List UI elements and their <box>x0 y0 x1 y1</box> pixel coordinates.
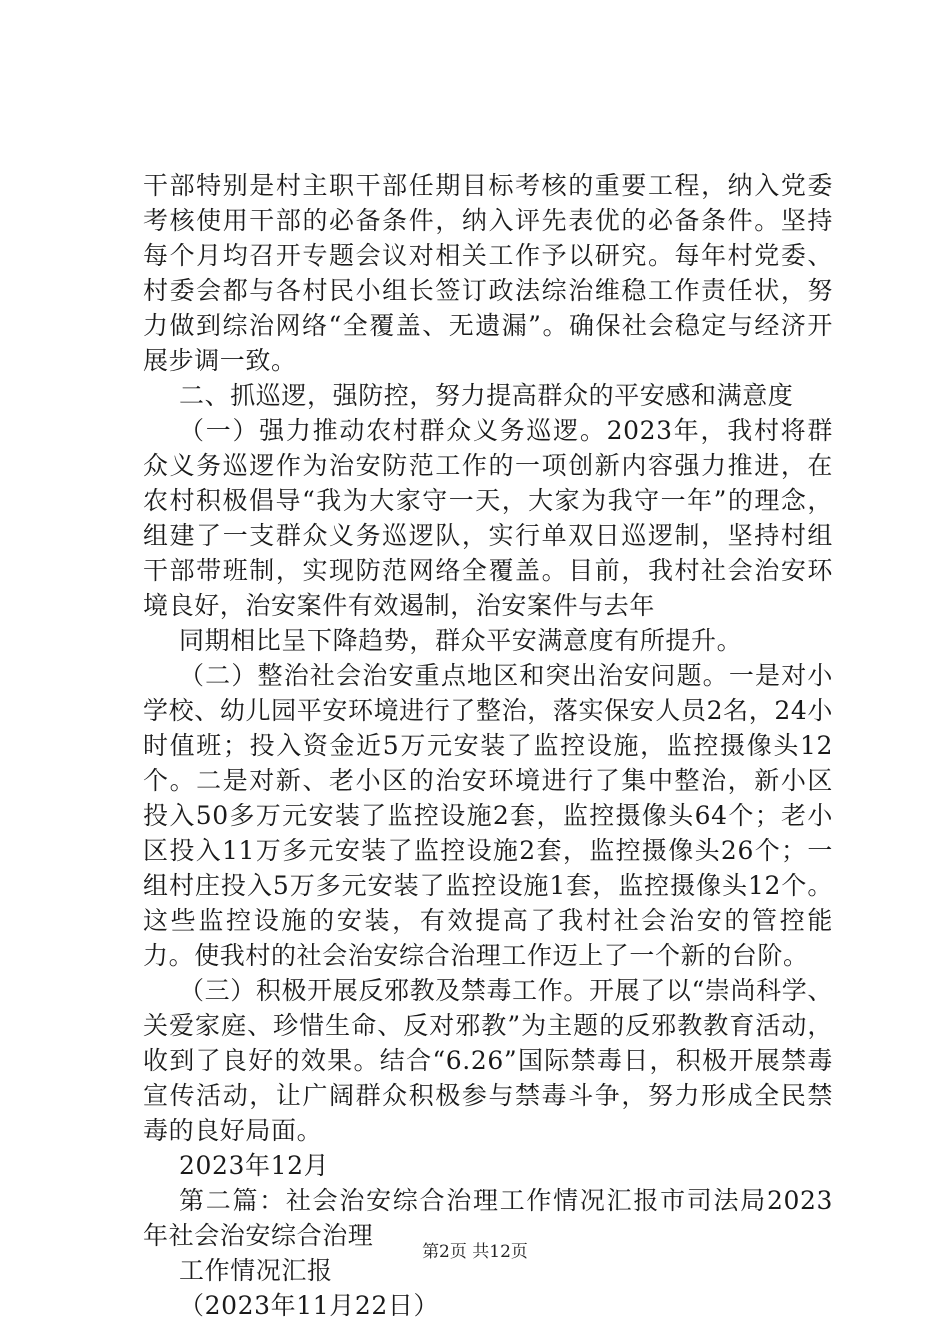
paragraph: 同期相比呈下降趋势，群众平安满意度有所提升。 <box>179 626 743 655</box>
chapter-title: 第二篇：社会治安综合治理工作情况汇报市司法局2023年社会治安综合治理 <box>143 1186 833 1250</box>
report-title: 工作情况汇报 <box>179 1256 333 1285</box>
date-line: 2023年12月 <box>179 1151 330 1180</box>
paragraph: 干部特别是村主职干部任期目标考核的重要工程，纳入党委考核使用干部的必备条件，纳入评先表优的必备条件。坚持每个月均召开专题会议对相关工作予以研究。每年村党委、村委会都与各村民小组长签订政法综治维稳工作责任状，努力做到综治网络“全覆盖、无遗漏”。确保社会稳定与经济开展步调一致。 <box>143 171 833 375</box>
paragraph: （二）整治社会治安重点地区和突出治安问题。一是对小学校、幼儿园平安环境进行了整治，落实保安人员2名，24小时值班；投入资金近5万元安装了监控设施，监控摄像头12个。二是对新、老小区的治安环境进行了集中整治，新小区投入50多万元安装了监控设施2套，监控摄像头64个；老小区投入11万多元安装了监控设施2套，监控摄像头26个；一组村庄投入5万多元安装了监控设施1套，监控摄像头12个。这些监控设施的安装，有效提高了我村社会治安的管控能力。使我村的社会治安综合治理工作迈上了一个新的台阶。 <box>143 661 833 970</box>
section-heading: 二、抓巡逻，强防控，努力提高群众的平安感和满意度 <box>179 381 794 410</box>
paragraph: （三）积极开展反邪教及禁毒工作。开展了以“崇尚科学、关爱家庭、珍惜生命、反对邪教”为主题的反邪教教育活动，收到了良好的效果。结合“6.26”国际禁毒日，积极开展禁毒宣传活动，让广阔群众积极参与禁毒斗争，努力形成全民禁毒的良好局面。 <box>143 976 833 1145</box>
paragraph: （一）强力推动农村群众义务巡逻。2023年，我村将群众义务巡逻作为治安防范工作的一项创新内容强力推进，在农村积极倡导“我为大家守一天，大家为我守一年”的理念，组建了一支群众义务巡逻队，实行单双日巡逻制，坚持村组干部带班制，实现防范网络全覆盖。目前，我村社会治安环境良好，治安案件有效遏制，治安案件与去年 <box>143 416 833 620</box>
document-body <box>143 168 833 1323</box>
report-date: （2023年11月22日） <box>179 1291 440 1320</box>
page-number: 第2页 共12页 <box>422 1242 528 1262</box>
